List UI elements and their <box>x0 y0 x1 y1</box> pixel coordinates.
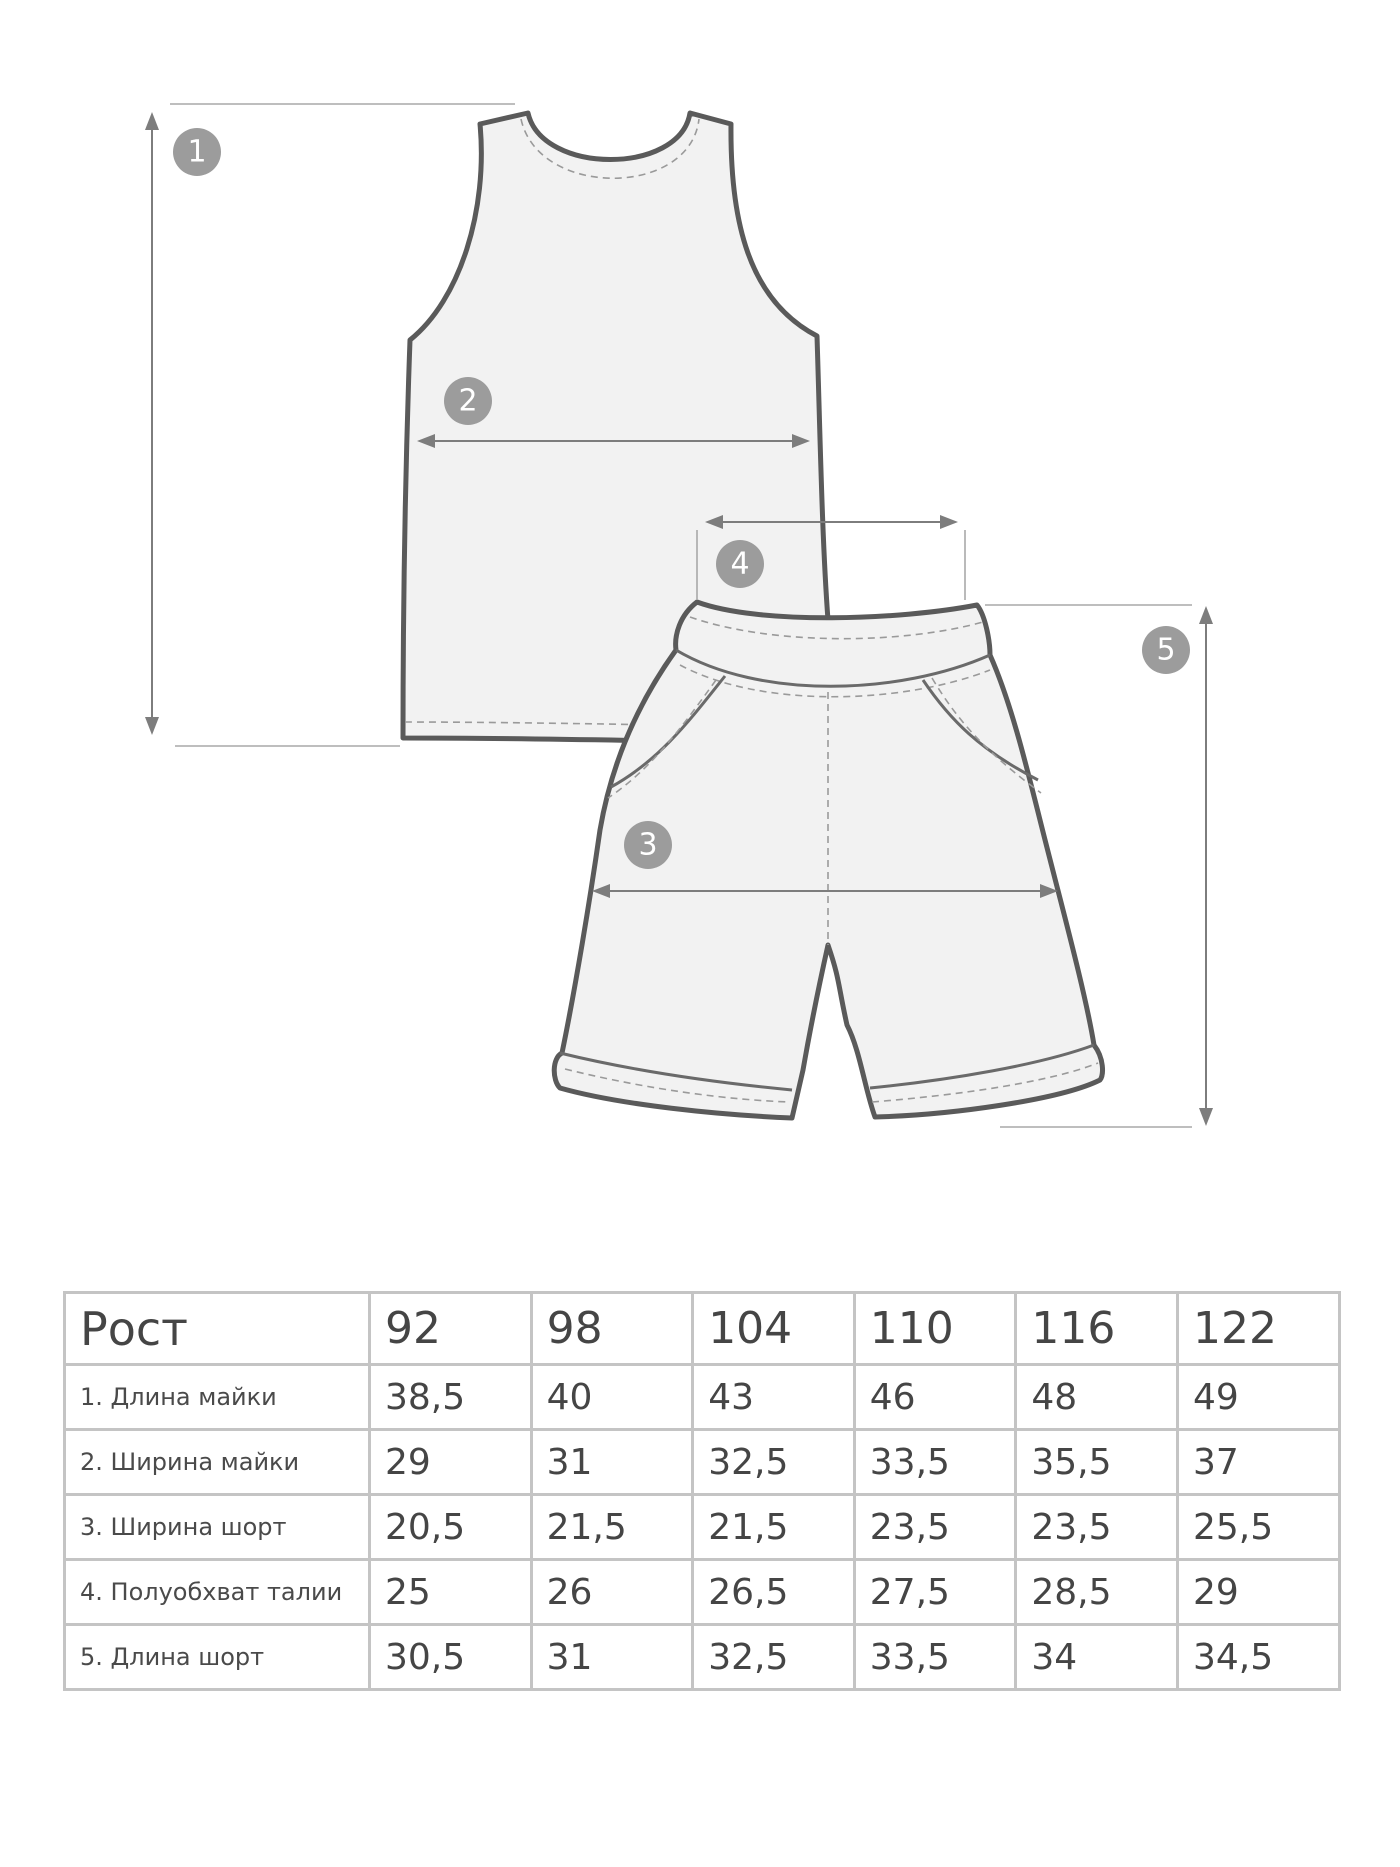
table-row <box>65 1560 1340 1625</box>
table-cell: 31 <box>531 1430 693 1495</box>
badge-1-label: 1 <box>187 134 207 170</box>
row-label: 3. Ширина шорт <box>65 1495 370 1560</box>
row-label: 4. Полуобхват талии <box>65 1560 370 1625</box>
table-cell: 48 <box>1016 1365 1178 1430</box>
table-cell: 31 <box>531 1625 693 1690</box>
table-cell: 33,5 <box>854 1430 1016 1495</box>
table-cell: 20,5 <box>370 1495 532 1560</box>
table-cell: 25 <box>370 1560 532 1625</box>
table-cell: 26 <box>531 1560 693 1625</box>
table-cell: 29 <box>1177 1560 1339 1625</box>
table-cell: 32,5 <box>693 1430 855 1495</box>
size-chart-table <box>63 1291 1341 1691</box>
table-cell: 38,5 <box>370 1365 532 1430</box>
table-cell: 35,5 <box>1016 1430 1178 1495</box>
badge-5-label: 5 <box>1156 632 1176 668</box>
row-label: 5. Длина шорт <box>65 1625 370 1690</box>
header-size-116: 116 <box>1016 1293 1178 1365</box>
table-cell: 29 <box>370 1430 532 1495</box>
row-label: 2. Ширина майки <box>65 1430 370 1495</box>
table-cell: 33,5 <box>854 1625 1016 1690</box>
table-cell: 43 <box>693 1365 855 1430</box>
table-cell: 26,5 <box>693 1560 855 1625</box>
table-cell: 23,5 <box>854 1495 1016 1560</box>
table-cell: 21,5 <box>531 1495 693 1560</box>
table-cell: 49 <box>1177 1365 1339 1430</box>
table-row <box>65 1365 1340 1430</box>
header-size-98: 98 <box>531 1293 693 1365</box>
table-cell: 46 <box>854 1365 1016 1430</box>
table-row <box>65 1625 1340 1690</box>
table-cell: 34 <box>1016 1625 1178 1690</box>
table-cell: 21,5 <box>693 1495 855 1560</box>
table-cell: 25,5 <box>1177 1495 1339 1560</box>
table-cell: 27,5 <box>854 1560 1016 1625</box>
badge-4-label: 4 <box>730 546 750 582</box>
header-label: Рост <box>65 1293 370 1365</box>
table-row <box>65 1495 1340 1560</box>
row-label: 1. Длина майки <box>65 1365 370 1430</box>
header-size-92: 92 <box>370 1293 532 1365</box>
badge-3-label: 3 <box>638 827 658 863</box>
table-cell: 34,5 <box>1177 1625 1339 1690</box>
table-header-row <box>65 1293 1340 1365</box>
table-cell: 30,5 <box>370 1625 532 1690</box>
header-size-104: 104 <box>693 1293 855 1365</box>
table-cell: 40 <box>531 1365 693 1430</box>
table-row <box>65 1430 1340 1495</box>
table-cell: 37 <box>1177 1430 1339 1495</box>
table-cell: 23,5 <box>1016 1495 1178 1560</box>
table-cell: 28,5 <box>1016 1560 1178 1625</box>
header-size-122: 122 <box>1177 1293 1339 1365</box>
header-size-110: 110 <box>854 1293 1016 1365</box>
table-cell: 32,5 <box>693 1625 855 1690</box>
badge-2-label: 2 <box>458 383 478 419</box>
